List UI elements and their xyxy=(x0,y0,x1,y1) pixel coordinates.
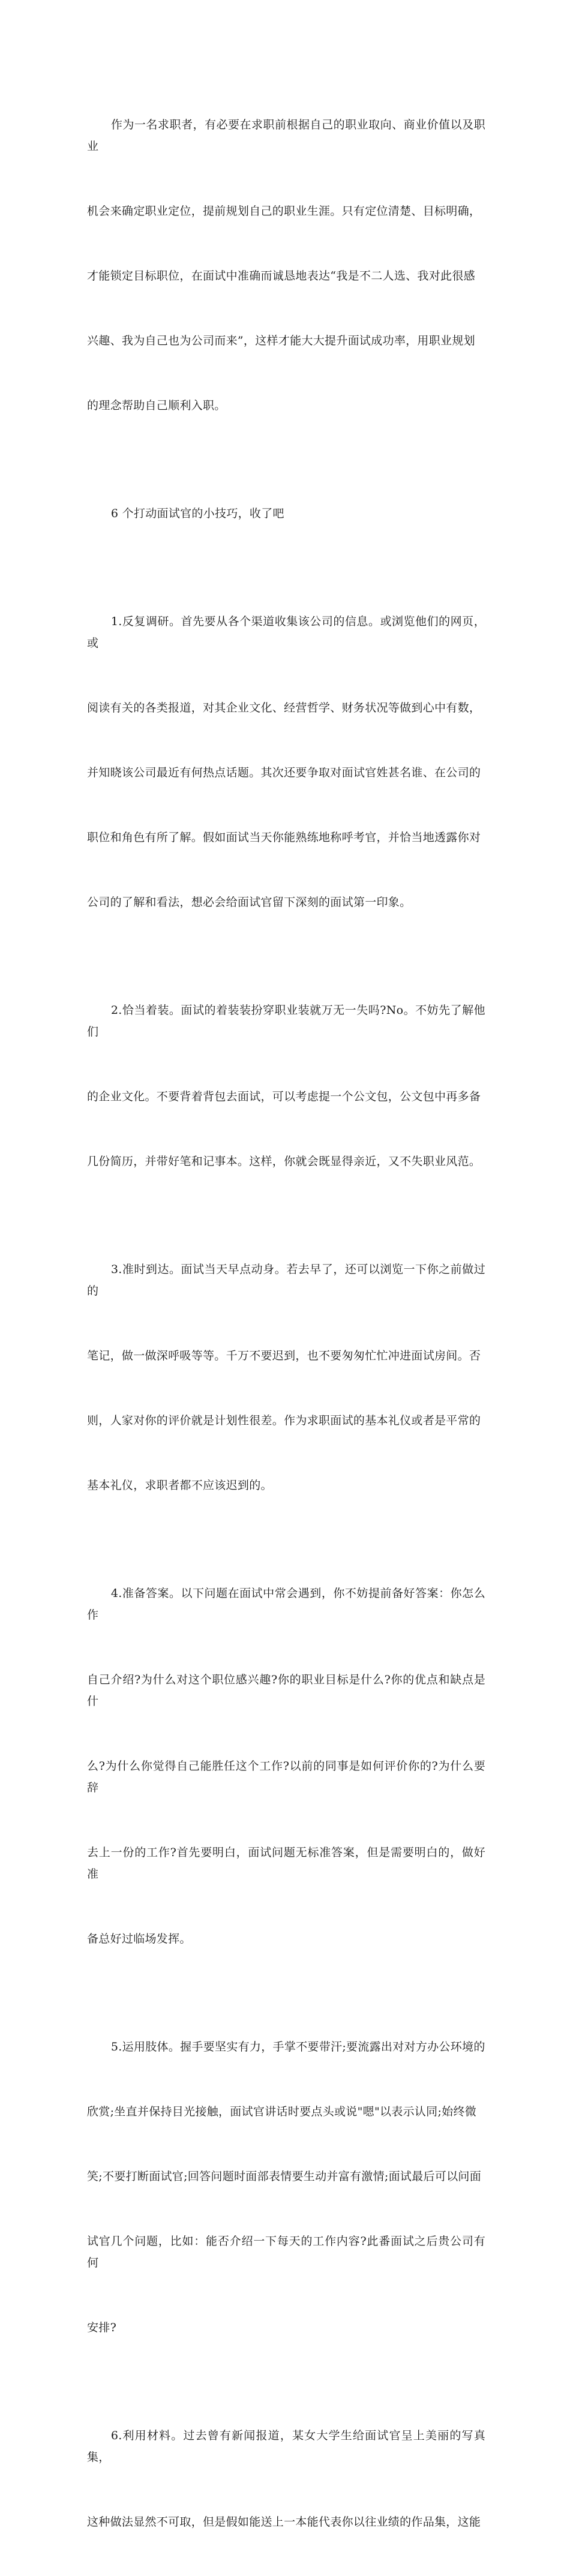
text-line: 阅读有关的各类报道，对其企业文化、经营哲学、财务状况等做到心中有数， xyxy=(87,701,481,714)
text-line: 这种做法显然不可取，但是假如能送上一本能代表你以往业绩的作品集，这能 xyxy=(87,2515,481,2529)
intro-paragraph xyxy=(87,71,485,460)
tip-1-paragraph xyxy=(87,568,485,956)
text-line: 职位和角色有所了解。假如面试当天你能熟练地称呼考官，并恰当地透露你对 xyxy=(87,831,481,844)
text-line: 6 个打动面试官的小技巧，收了吧 xyxy=(110,507,284,520)
text-line: 并知晓该公司最近有何热点话题。其次还要争取对面试官姓甚名谁、在公司的 xyxy=(87,766,481,779)
tip-2-paragraph xyxy=(87,956,485,1215)
text-line: 么?为什么你觉得自己能胜任这个工作?以前的同事是如何评价你的?为什么要辞 xyxy=(87,1760,485,1794)
text-line: 兴趣、我为自己也为公司而来”，这样才能大大提升面试成功率，用职业规划 xyxy=(87,334,475,347)
text-line: 2.恰当着装。面试的着装装扮穿职业装就万无一失吗?No。不妨先了解他们 xyxy=(87,1004,485,1038)
tip-3-paragraph xyxy=(87,1215,485,1539)
tip-6-paragraph xyxy=(87,2382,485,2576)
text-line: 才能锁定目标职位，在面试中准确而诚恳地表达“我是不二人选、我对此很感 xyxy=(87,269,475,283)
text-line: 笔记，做一做深呼吸等等。千万不要迟到，也不要匆匆忙忙冲进面试房间。否 xyxy=(87,1349,481,1362)
text-line: 作为一名求职者，有必要在求职前根据自己的职业取向、商业价值以及职业 xyxy=(87,118,485,153)
tip-5-paragraph xyxy=(87,1993,485,2382)
text-line: 机会来确定职业定位，提前规划自己的职业生涯。只有定位清楚、目标明确， xyxy=(87,205,481,218)
tip-4-paragraph xyxy=(87,1539,485,1993)
text-line: 5.运用肢体。握手要坚实有力，手掌不要带汗;要流露出对对方办公环境的 xyxy=(110,2040,485,2053)
document-body xyxy=(87,71,485,2576)
text-line: 安排? xyxy=(87,2321,117,2334)
text-line: 3.准时到达。面试当天早点动身。若去早了，还可以浏览一下你之前做过的 xyxy=(87,1263,485,1298)
text-line: 1.反复调研。首先要从各个渠道收集该公司的信息。或浏览他们的网页，或 xyxy=(87,615,485,650)
text-line: 的理念帮助自己顺利入职。 xyxy=(87,399,226,412)
text-line: 4.准备答案。以下问题在面试中常会遇到，你不妨提前备好答案：你怎么作 xyxy=(87,1587,485,1622)
text-line: 的企业文化。不要背着背包去面试，可以考虑提一个公文包，公文包中再多备 xyxy=(87,1090,481,1103)
text-line: 自己介绍?为什么对这个职位感兴趣?你的职业目标是什么?你的优点和缺点是什 xyxy=(87,1673,485,1708)
text-line: 欣赏;坐直并保持目光接触，面试官讲话时要点头或说"嗯"以表示认同;始终微 xyxy=(87,2105,477,2118)
text-line: 则，人家对你的评价就是计划性很差。作为求职面试的基本礼仪或者是平常的 xyxy=(87,1414,481,1427)
text-line: 备总好过临场发挥。 xyxy=(87,1932,191,1945)
text-line: 笑;不要打断面试官;回答问题时面部表情要生动并富有激情;面试最后可以问面 xyxy=(87,2170,482,2183)
text-line: 基本礼仪，求职者都不应该迟到的。 xyxy=(87,1479,272,1492)
section-heading xyxy=(87,460,485,568)
text-line: 去上一份的工作?首先要明白，面试问题无标准答案，但是需要明白的，做好准 xyxy=(87,1846,485,1881)
text-line: 几份简历，并带好笔和记事本。这样，你就会既显得亲近，又不失职业风范。 xyxy=(87,1155,481,1168)
text-line: 试官几个问题，比如：能否介绍一下每天的工作内容?此番面试之后贵公司有何 xyxy=(87,2235,485,2269)
text-line: 公司的了解和看法，想必会给面试官留下深刻的面试第一印象。 xyxy=(87,896,412,909)
text-line: 6.利用材料。过去曾有新闻报道，某女大学生给面试官呈上美丽的写真集， xyxy=(87,2429,485,2464)
